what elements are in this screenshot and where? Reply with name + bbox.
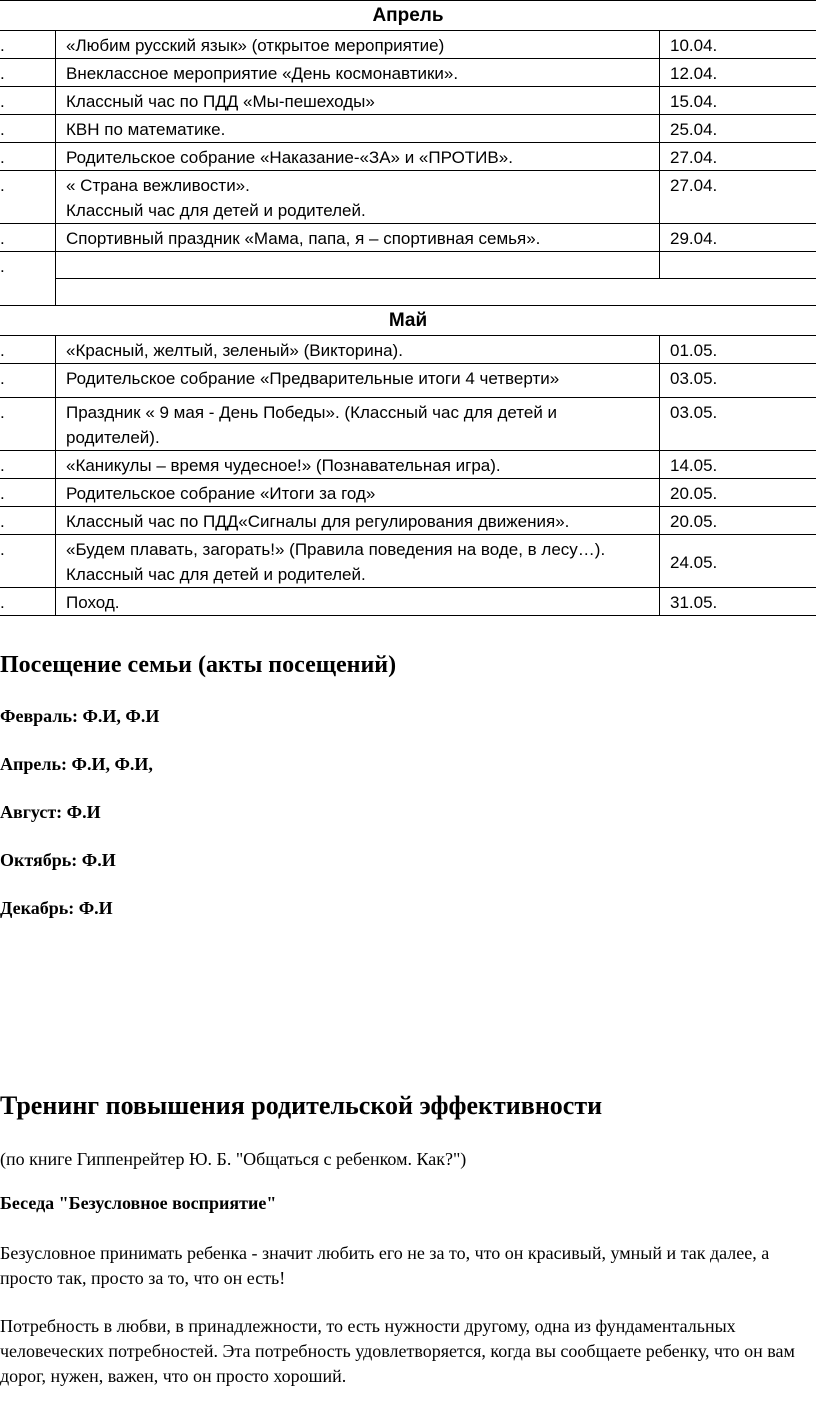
empty-cell	[56, 279, 816, 306]
training-source	[0, 1147, 816, 1172]
row-number: .	[0, 398, 56, 451]
month-header-april	[0, 1, 816, 31]
row-number: .	[0, 336, 56, 364]
table-row	[0, 588, 816, 616]
table-row	[0, 479, 816, 507]
event-title: Внеклассное мероприятие «День космонавтики».	[56, 59, 660, 87]
table-row-empty-merged	[0, 279, 816, 306]
month-title: Май	[0, 306, 816, 336]
visit-item	[0, 802, 816, 823]
event-date: 24.05.	[660, 535, 816, 588]
event-date: 15.04.	[660, 87, 816, 115]
visit-item	[0, 898, 816, 919]
visit-text: Февраль: Ф.И, Ф.И	[0, 706, 160, 726]
visit-text: Апрель: Ф.И, Ф.И,	[0, 754, 153, 774]
row-number: .	[0, 451, 56, 479]
event-title: «Любим русский язык» (открытое мероприятие)	[56, 31, 660, 59]
table-row	[0, 87, 816, 115]
event-title: «Красный, желтый, зеленый» (Викторина).	[56, 336, 660, 364]
paragraph-block	[0, 1241, 816, 1291]
table-row	[0, 451, 816, 479]
paragraph: Потребность в любви, в принадлежности, то есть нужности другому, одна из фундаментальных человеческих потребностей. Эта потребность удовлетворяется, когда вы сообщаете ребенку, что он вам дорог, нужен, важен, что он просто хороший.	[0, 1316, 795, 1386]
source-text: (по книге Гиппенрейтер Ю. Б. "Общаться с ребенком. Как?")	[0, 1149, 467, 1169]
event-title: «Каникулы – время чудесное!» (Познавательная игра).	[56, 451, 660, 479]
row-number: .	[0, 479, 56, 507]
row-number: .	[0, 31, 56, 59]
event-date: 03.05.	[660, 398, 816, 451]
visit-item	[0, 850, 816, 871]
events-plan-table	[0, 0, 816, 616]
row-number: .	[0, 59, 56, 87]
visit-text: Август: Ф.И	[0, 802, 101, 822]
event-title: КВН по математике.	[56, 115, 660, 143]
training-section	[0, 1091, 816, 1121]
event-date	[660, 252, 816, 279]
row-number: .	[0, 507, 56, 535]
table-row	[0, 115, 816, 143]
table-row	[0, 364, 816, 398]
event-date: 14.05.	[660, 451, 816, 479]
visit-text: Октябрь: Ф.И	[0, 850, 116, 870]
row-number: .	[0, 535, 56, 588]
table-row	[0, 171, 816, 224]
month-title: Апрель	[0, 1, 816, 31]
table-row	[0, 143, 816, 171]
paragraph: Безусловное принимать ребенка - значит любить его не за то, что он красивый, умный и так далее, а просто так, просто за то, что он есть!	[0, 1243, 770, 1288]
event-date: 29.04.	[660, 224, 816, 252]
table-row	[0, 31, 816, 59]
row-number: .	[0, 224, 56, 252]
event-date: 31.05.	[660, 588, 816, 616]
row-number: .	[0, 252, 56, 306]
event-date: 12.04.	[660, 59, 816, 87]
event-title: Классный час по ПДД«Сигналы для регулирования движения».	[56, 507, 660, 535]
month-header-may	[0, 306, 816, 336]
visits-heading: Посещение семьи (акты посещений)	[0, 652, 397, 678]
event-title: «Будем плавать, загорать!» (Правила поведения на воде, в лесу…). Классный час для детей и родителей.	[56, 535, 660, 588]
visit-item	[0, 706, 816, 727]
paragraph-block	[0, 1314, 816, 1389]
event-date: 25.04.	[660, 115, 816, 143]
event-date: 27.04.	[660, 143, 816, 171]
event-date: 03.05.	[660, 364, 816, 398]
table-row	[0, 398, 816, 451]
event-date: 01.05.	[660, 336, 816, 364]
visits-section	[0, 652, 816, 679]
table-row-empty	[0, 252, 816, 279]
event-date: 20.05.	[660, 507, 816, 535]
event-title: « Страна вежливости». Классный час для детей и родителей.	[56, 171, 660, 224]
event-date: 10.04.	[660, 31, 816, 59]
table-row	[0, 535, 816, 588]
event-title: Родительское собрание «Предварительные итоги 4 четверти»	[56, 364, 660, 398]
table-row	[0, 507, 816, 535]
event-title	[56, 252, 660, 279]
training-heading: Тренинг повышения родительской эффективности	[0, 1091, 603, 1120]
event-title: Праздник « 9 мая - День Победы». (Классный час для детей и родителей).	[56, 398, 660, 451]
row-number: .	[0, 115, 56, 143]
event-title: Родительское собрание «Итоги за год»	[56, 479, 660, 507]
talk-heading: Беседа "Безусловное восприятие"	[0, 1193, 277, 1213]
row-number: .	[0, 143, 56, 171]
visit-item	[0, 754, 816, 775]
row-number: .	[0, 364, 56, 398]
event-date: 27.04.	[660, 171, 816, 224]
event-title: Поход.	[56, 588, 660, 616]
row-number: .	[0, 171, 56, 224]
event-title: Классный час по ПДД «Мы-пешеходы»	[56, 87, 660, 115]
row-number: .	[0, 87, 56, 115]
table-row	[0, 224, 816, 252]
row-number: .	[0, 588, 56, 616]
event-date: 20.05.	[660, 479, 816, 507]
table-row	[0, 59, 816, 87]
table-row	[0, 336, 816, 364]
event-title: Родительское собрание «Наказание-«ЗА» и «ПРОТИВ».	[56, 143, 660, 171]
talk-heading-block	[0, 1193, 816, 1214]
visit-text: Декабрь: Ф.И	[0, 898, 113, 918]
event-title: Спортивный праздник «Мама, папа, я – спортивная семья».	[56, 224, 660, 252]
